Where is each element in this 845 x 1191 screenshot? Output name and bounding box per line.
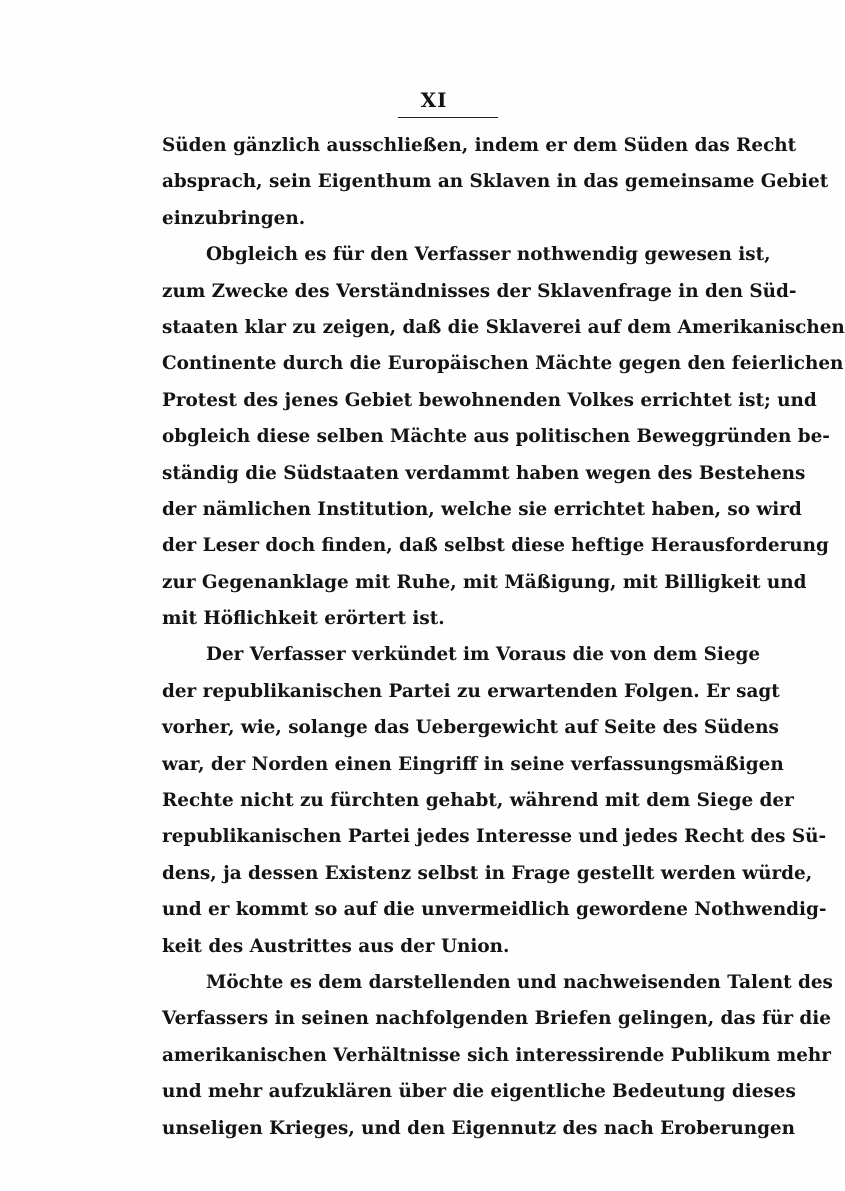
text-line: Süden gänzlich ausschließen, indem er dem Süden das Recht	[162, 135, 797, 156]
text-line: Verfassers in seinen nachfolgenden Briefen gelingen, das für die	[162, 1008, 831, 1030]
text-line: Obgleich es für den Verfasser nothwendig gewesen ist,	[206, 244, 771, 266]
text-line: und er kommt so auf die unvermeidlich gewordene Nothwendig-	[162, 899, 827, 921]
text-line: Möchte es dem darstellenden und nachweisenden Talent des	[206, 971, 833, 993]
text-line: ständig die Südstaaten verdammt haben wegen des Bestehens	[162, 462, 806, 484]
text-line: und mehr aufzuklären über die eigentliche Bedeutung dieses	[162, 1081, 796, 1103]
text-line: Der Verfasser verkündet im Voraus die von dem Siege	[206, 644, 761, 666]
text-line: mit Höflichkeit erörtert ist.	[162, 608, 445, 630]
text-line: zur Gegenanklage mit Ruhe, mit Mäßigung, mit Billigkeit und	[162, 571, 807, 593]
body-text	[162, 128, 845, 1147]
text-line: absprach, sein Eigenthum an Sklaven in das gemeinsame Gebiet	[162, 171, 829, 193]
text-line: der Leser doch finden, daß selbst diese heftige Herausforderung	[162, 535, 829, 557]
header-rule	[398, 117, 498, 118]
text-line: zum Zwecke des Verständnisses der Sklavenfrage in den Süd-	[162, 280, 797, 302]
text-line: der nämlichen Institution, welche sie errichtet haben, so wird	[162, 498, 802, 520]
text-line: keit des Austrittes aus der Union.	[162, 935, 510, 957]
text-line: unseligen Krieges, und den Eigennutz des nach Eroberungen	[162, 1117, 796, 1139]
text-line: Continente durch die Europäischen Mächte gegen den feierlichen	[162, 353, 844, 375]
text-line: amerikanischen Verhältnisse sich interessirende Publikum mehr	[162, 1044, 831, 1066]
page-header	[0, 88, 840, 112]
text-line: obgleich diese selben Mächte aus politischen Beweggründen be-	[162, 426, 830, 448]
text-line: der republikanischen Partei zu erwartenden Folgen. Er sagt	[162, 680, 780, 702]
text-line: Rechte nicht zu fürchten gehabt, während mit dem Siege der	[162, 790, 794, 812]
text-line: dens, ja dessen Existenz selbst in Frage gestellt werden würde,	[162, 862, 813, 884]
text-line: staaten klar zu zeigen, daß die Sklaverei auf dem Amerikanischen	[162, 316, 845, 338]
text-line: war, der Norden einen Eingriff in seine verfassungsmäßigen	[162, 753, 784, 775]
text-line: einzubringen.	[162, 207, 306, 229]
text-line: Protest des jenes Gebiet bewohnenden Volkes errichtet ist; und	[162, 389, 817, 411]
page-number: XI	[420, 88, 448, 112]
text-line: republikanischen Partei jedes Interesse und jedes Recht des Sü-	[162, 826, 827, 848]
text-line: vorher, wie, solange das Uebergewicht auf Seite des Südens	[162, 717, 779, 739]
